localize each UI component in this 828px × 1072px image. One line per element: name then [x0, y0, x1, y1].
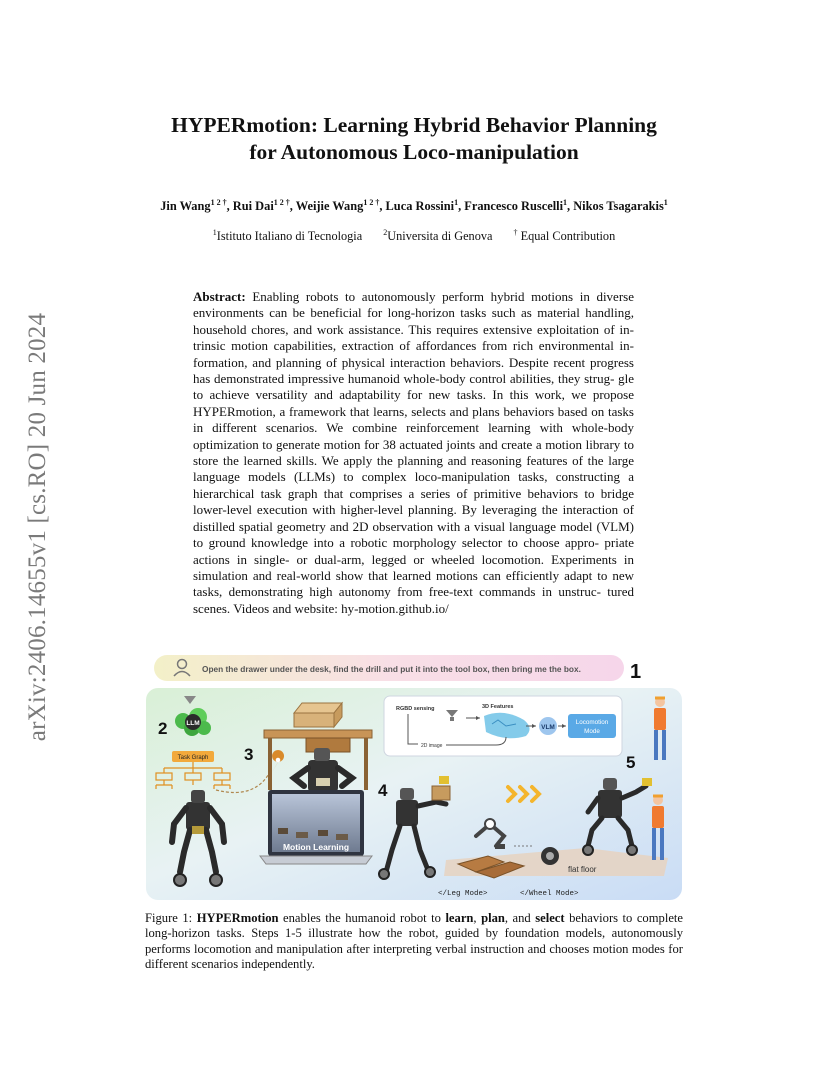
caption-text: behaviors to complete long-horizon tasks. Steps 1-5 illustrate how the robot, guided by foundation models, autonomously performs locomotion and manipulation after interpreting verbal instruction and chooses motion modes for different scenarios independently. [145, 911, 684, 972]
instruction-text: Open the drawer under the desk, find the drill and put it into the tool box, then bring me the box. [202, 664, 581, 674]
step-number-4: 4 [378, 781, 388, 800]
features-label: 3D Features [482, 704, 514, 710]
paper-title [100, 112, 728, 166]
author: Rui Dai$^{1 2 \dagger}$ [232, 198, 290, 213]
vlm-node [539, 717, 557, 735]
wheel-icon [541, 847, 559, 865]
figure-1-illustration [146, 650, 682, 902]
wheel-mode-label: </Wheel Mode> [520, 890, 579, 898]
instruction-banner [154, 655, 624, 681]
mode-label-1: Locomotion [575, 719, 609, 726]
motion-learning-label: Motion Learning [282, 842, 350, 852]
title-line-2: for Autonomous Loco-manipulation [249, 140, 579, 164]
figure-caption [145, 911, 683, 973]
rgbd-label: RGBD sensing [396, 706, 435, 712]
mode-label-2: Mode [584, 728, 600, 735]
abstract-label: Abstract: [193, 289, 246, 304]
flat-floor-label: flat floor [568, 865, 597, 874]
llm-label: LLM [186, 720, 200, 727]
caption-emphasis: learn [445, 911, 474, 925]
task-graph-label: Task Graph [177, 755, 209, 761]
perception-pipeline [384, 696, 622, 756]
author-list: Jin Wang$^{1 2 \dagger}$, Rui Dai$^{1 2 \dagger}$, Weijie Wang$^{1 2 \dagger}$, Luca Rossini$^1$, Francesco Ruscelli$^1$, Nikos Tsagarakis$^1$ [160, 198, 668, 213]
arxiv-stamp-text: arXiv:2406.14655v1 [cs.RO] 20 Jun 2024 [24, 312, 51, 742]
caption-prefix: Figure 1: [145, 911, 193, 925]
author: Francesco Ruscelli$^1$ [464, 198, 568, 213]
author: Jin Wang$^{1 2 \dagger}$ [160, 198, 227, 213]
caption-text: enables the humanoid robot to [278, 911, 446, 925]
vlm-label: VLM [541, 724, 555, 731]
image-label: 2D image [421, 743, 443, 749]
affiliation: $^1$Istituto Italiano di Tecnologia [212, 228, 363, 243]
step-number-1: 1 [630, 661, 642, 683]
abstract-text: Enabling robots to autonomously perform hybrid motions in diverse environments can be beneficial for long-horizon tasks such as material handling, household chores, and work assistance. This requires extensive exploitation of in- trinsic motion capabilities, extraction of affordances from rich environmental in- formation, and planning of physical interaction behaviors. Despite recent progress has demonstrated impressive humanoid whole-body control abilities, they strug- gle to achieve versatility and adaptability for new tasks. In this work, we propose HYPERmotion, a framework that learns, selects and plans behaviors based on tasks in different scenarios. We combine reinforcement learning with whole-body optimization to generate motion for 38 actuated joints and create a motion library to store the learned skills. We apply the planning and reasoning features of the large language models (LLMs) to complex loco-manipulation tasks, constructing a hierarchical task graph that comprises a series of primitive behaviors to bridge lower-level execution with higher-level planning. By leveraging the interaction of distilled spatial geometry and 2D observation with a visual language model (VLM) to ground knowledge into a robotic morphology selector to choose appro- priate actions in single- or dual-arm, legged or wheeled locomotion. Experiments in simulation and real-world show that learned motions can efficiently adapt to new tasks, demonstrating high autonomy from free-text commands in unstruc- tured scenes. Videos and website: hy-motion.github.io/ [193, 289, 634, 616]
caption-text: , and [504, 911, 536, 925]
author: Luca Rossini$^1$ [385, 198, 459, 213]
step-number-2: 2 [158, 719, 168, 738]
step-number-5: 5 [626, 753, 636, 772]
title-line-1: HYPERmotion: Learning Hybrid Behavior Planning [171, 113, 657, 137]
affiliations [90, 229, 738, 244]
step-number-3: 3 [244, 745, 254, 764]
arxiv-stamp [22, 292, 54, 762]
caption-body [145, 911, 683, 971]
affiliation: $^2$Universita di Genova [383, 228, 493, 243]
affiliation: † Equal Contribution [513, 228, 616, 243]
author: Weijie Wang$^{1 2 \dagger}$ [295, 198, 380, 213]
leg-mode-label: </Leg Mode> [438, 890, 488, 898]
caption-emphasis: plan [481, 911, 505, 925]
motion-learning-laptop [260, 790, 372, 864]
caption-emphasis: select [535, 911, 565, 925]
caption-emphasis: HYPERmotion [196, 911, 279, 925]
abstract [193, 289, 634, 617]
caption-text: , [473, 911, 482, 925]
author: Nikos Tsagarakis$^1$ [573, 198, 668, 213]
